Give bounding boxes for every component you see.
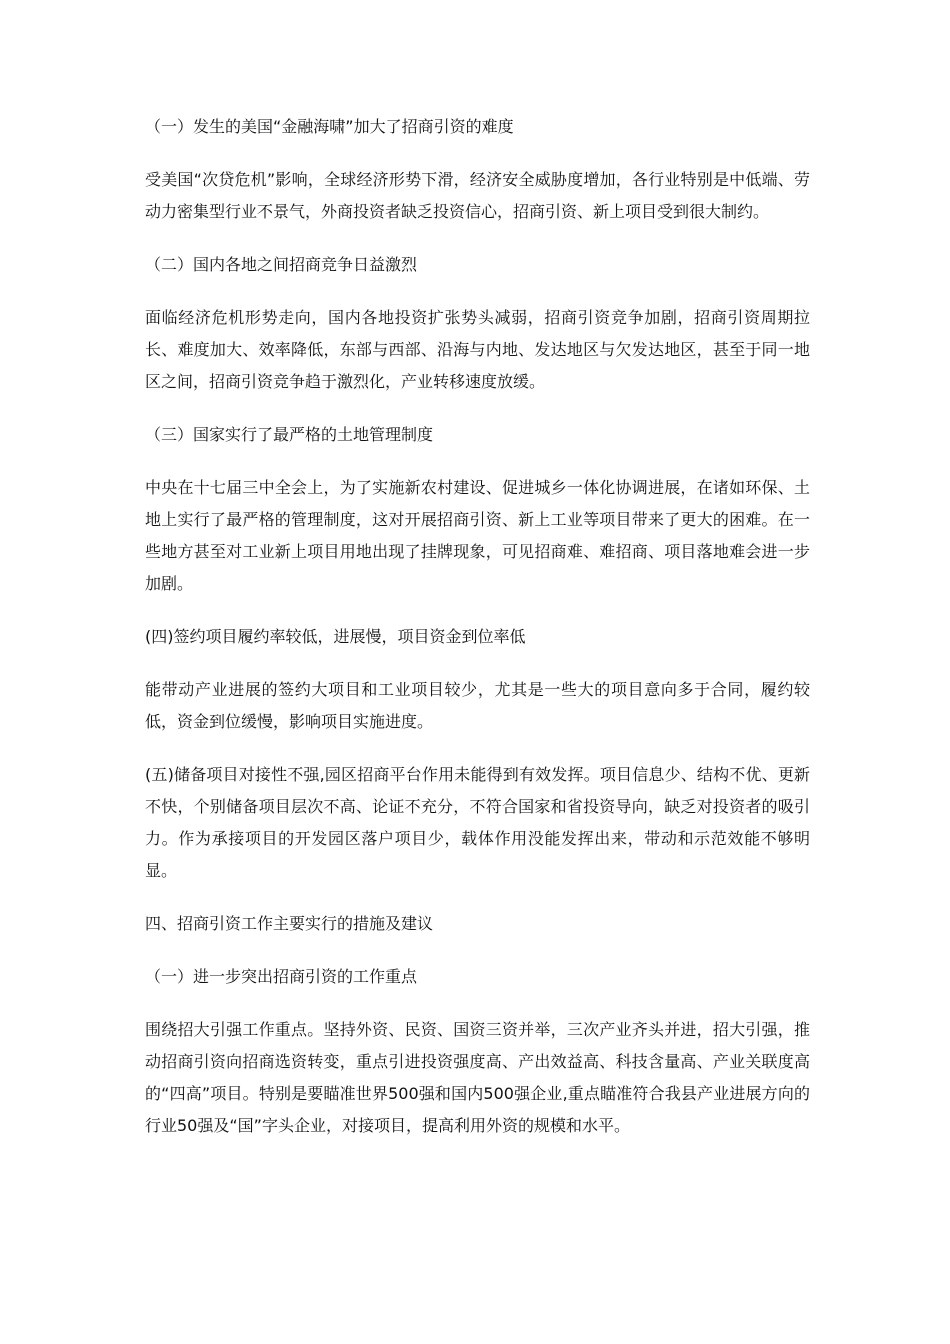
- document-page: [145, 111, 810, 1163]
- paragraph-3: 中央在十七届三中全会上，为了实施新农村建设、促进城乡一体化协调进展，在诸如环保、土地上实行了最严格的管理制度，这对开展招商引资、新上工业等项目带来了更大的困难。在一些地方甚至对工业新上项目用地出现了挂牌现象，可见招商难、难招商、项目落地难会进一步加剧。: [145, 478, 810, 593]
- section-heading-4: (四)签约项目履约率较低，进展慢，项目资金到位率低: [145, 627, 526, 646]
- section-heading-1: （一）发生的美国“金融海啸”加大了招商引资的难度: [145, 117, 514, 136]
- paragraph-2: 面临经济危机形势走向，国内各地投资扩张势头减弱，招商引资竞争加剧，招商引资周期拉长、难度加大、效率降低，东部与西部、沿海与内地、发达地区与欠发达地区，甚至于同一地区之间，招商引资竞争趋于激烈化，产业转移速度放缓。: [145, 308, 810, 391]
- paragraph-1: 受美国“次贷危机”影响，全球经济形势下滑，经济安全威胁度增加，各行业特别是中低端、劳动力密集型行业不景气，外商投资者缺乏投资信心，招商引资、新上项目受到很大制约。: [145, 170, 810, 221]
- chapter-heading-4: 四、招商引资工作主要实行的措施及建议: [145, 914, 434, 933]
- paragraph-6: 围绕招大引强工作重点。坚持外资、民资、国资三资并举，三次产业齐头并进，招大引强，推动招商引资向招商选资转变，重点引进投资强度高、产出效益高、科技含量高、产业关联度高的“四高”项目。特别是要瞄准世界500强和国内500强企业,重点瞄准符合我县产业进展方向的行业50强及“国”字头企业，对接项目，提高利用外资的规模和水平。: [145, 1020, 810, 1135]
- section-heading-3: （三）国家实行了最严格的土地管理制度: [145, 425, 434, 444]
- paragraph-4: 能带动产业进展的签约大项目和工业项目较少，尤其是一些大的项目意向多于合同，履约较低，资金到位缓慢，影响项目实施进度。: [145, 680, 810, 731]
- section-heading-5: （一）进一步突出招商引资的工作重点: [145, 967, 418, 986]
- section-heading-2: （二）国内各地之间招商竞争日益激烈: [145, 255, 418, 274]
- paragraph-5: (五)储备项目对接性不强,园区招商平台作用未能得到有效发挥。项目信息少、结构不优、更新不快，个别储备项目层次不高、论证不充分，不符合国家和省投资导向，缺乏对投资者的吸引力。作为承接项目的开发园区落户项目少，载体作用没能发挥出来，带动和示范效能不够明显。: [145, 765, 810, 880]
